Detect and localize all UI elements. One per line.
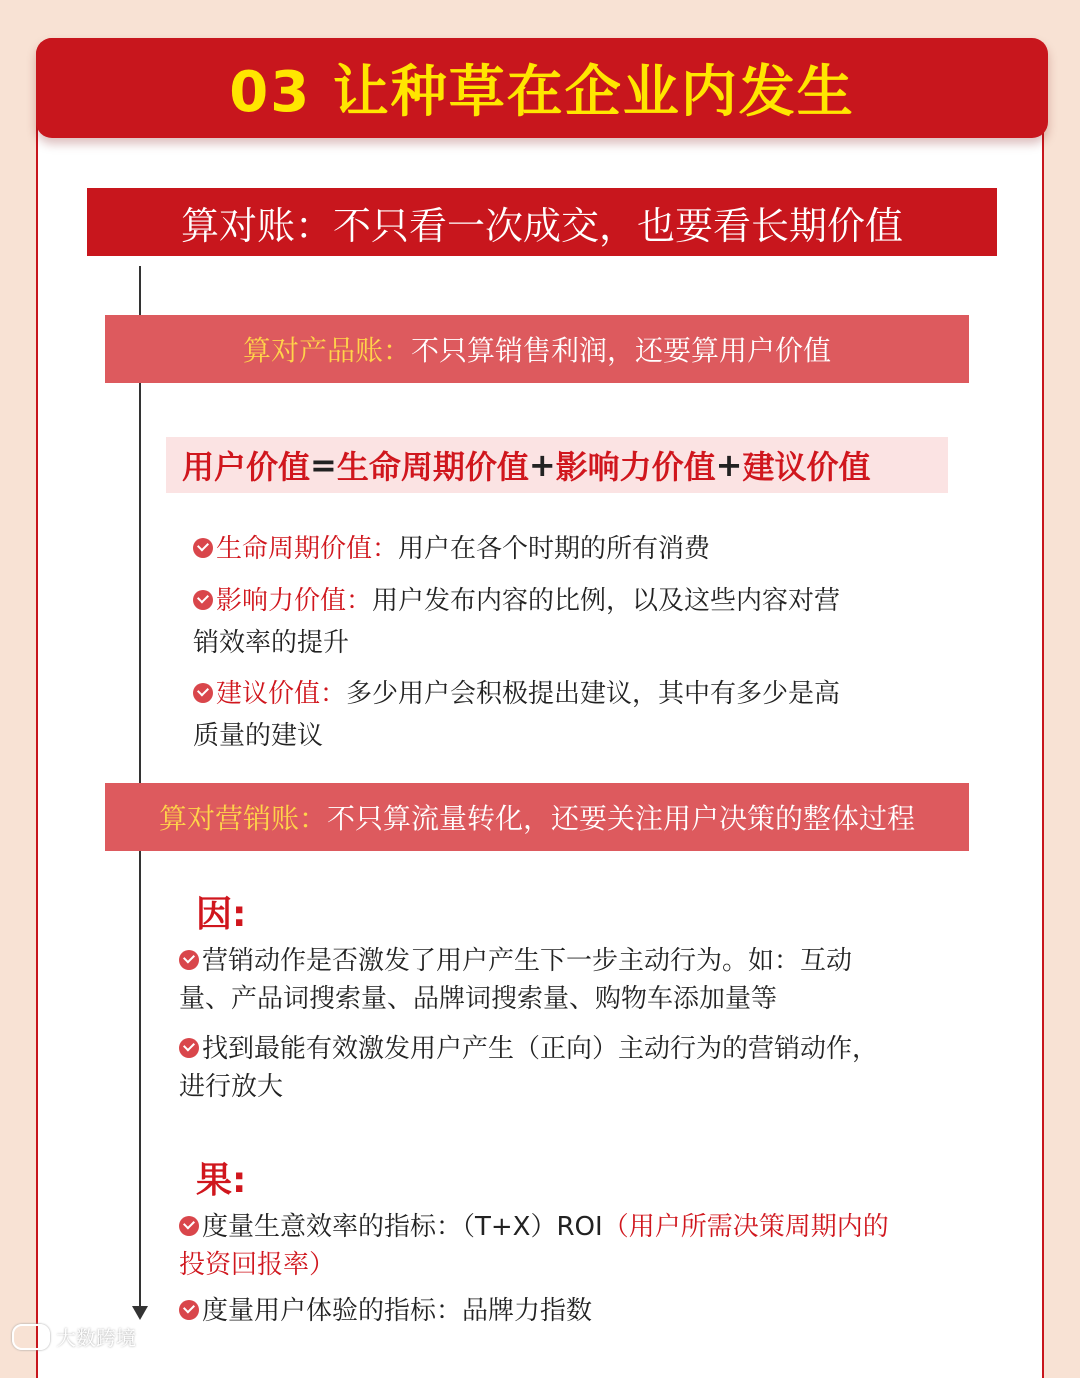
- list-item: 影响力价值：用户发布内容的比例，以及这些内容对营 销效率的提升: [193, 586, 841, 658]
- subtitle-bar: [87, 188, 997, 256]
- section-text: 不只算销售利润，还要算用户价值: [411, 334, 832, 367]
- formula-term: 生命周期价值: [336, 448, 529, 486]
- check-bullet-icon: [193, 590, 213, 610]
- list-item: 度量用户体验的指标：品牌力指数: [179, 1292, 592, 1330]
- check-bullet-icon: [179, 950, 199, 970]
- formula-operator: +: [715, 446, 743, 484]
- section-product-account: [105, 315, 969, 383]
- list-item: 建议价值：多少用户会积极提出建议，其中有多少是高 质量的建议: [193, 679, 841, 751]
- subtitle-text: 算对账：不只看一次成交，也要看长期价值: [180, 203, 903, 248]
- formula-term: 用户价值: [182, 448, 311, 486]
- page-title: 03 让种草在企业内发生: [229, 60, 855, 125]
- check-bullet-icon: [193, 683, 213, 703]
- cause-heading: 因:: [196, 894, 247, 935]
- section-label: 算对营销账：: [158, 802, 327, 835]
- check-bullet-icon: [179, 1038, 199, 1058]
- check-bullet-icon: [179, 1300, 199, 1320]
- formula-term: 建议价值: [742, 448, 871, 486]
- list-item: 找到最能有效激发用户产生（正向）主动行为的营销动作， 进行放大: [179, 1034, 879, 1102]
- list-item: 营销动作是否激发了用户产生下一步主动行为。如：互动 量、产品词搜索量、品牌词搜索量、购物车添加量等: [179, 946, 853, 1014]
- formula-operator: =: [310, 446, 337, 484]
- section-label: 算对产品账：: [242, 334, 411, 367]
- formula-term: 影响力价值: [555, 448, 716, 486]
- formula-operator: +: [528, 446, 556, 484]
- effect-heading: 果:: [196, 1160, 247, 1201]
- check-bullet-icon: [193, 538, 213, 558]
- check-bullet-icon: [179, 1216, 199, 1236]
- header-banner: [36, 38, 1048, 138]
- timeline-arrow-icon: [132, 1306, 148, 1320]
- list-item: 生命周期价值：用户在各个时期的所有消费: [193, 528, 710, 570]
- brand-logo-icon: [12, 1324, 50, 1350]
- user-value-formula: [166, 437, 948, 493]
- list-item: 度量生意效率的指标：（T+X）ROI（用户所需决策周期内的 投资回报率）: [179, 1212, 889, 1280]
- watermark: 大数跨境: [12, 1322, 136, 1351]
- section-marketing-account: [105, 783, 969, 851]
- section-text: 不只算流量转化，还要关注用户决策的整体过程: [327, 802, 916, 835]
